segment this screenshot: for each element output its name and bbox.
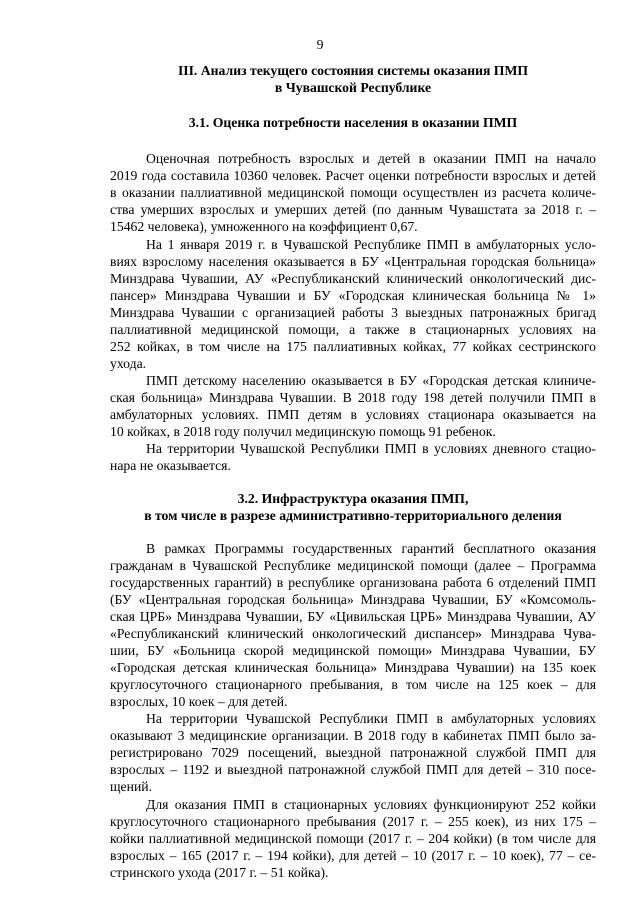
paragraph-line: щений. [110, 779, 153, 794]
paragraph-line: 10 койках, в 2018 году получил медицинскую помощь 91 ребенок. [110, 424, 496, 439]
section-3-heading [110, 62, 596, 96]
paragraph-line: Минздрава Чувашии, АУ «Республиканский клинический онкологический дис- [110, 271, 596, 286]
paragraph-line: государственных гарантий) в республике организована работа 6 отделений ПМП [110, 575, 596, 590]
heading-line: в том числе в разрезе административно-территориального деления [144, 508, 562, 523]
paragraph-child-care [110, 372, 596, 440]
paragraph-line: койки паллиативной медицинской помощи (2017 г. – 204 койки) (в том числе для [110, 831, 596, 846]
paragraph-line: оказывают 3 медицинские организации. В 2018 году в кабинетах ПМП было за- [110, 728, 596, 743]
paragraph-line: амбулаторных условиях. ПМП детям в условиях стационара оказывается на [110, 407, 596, 422]
subsection-3-1-heading [110, 114, 596, 131]
page-number: 9 [316, 37, 324, 52]
paragraph-line: стринского ухода (2017 г. – 51 койка). [110, 865, 329, 880]
paragraph-line: паллиативной медицинской помощи, а также в стационарных условиях на [110, 322, 596, 337]
paragraph-line: Оценочная потребность взрослых и детей в оказании ПМП на начало [146, 151, 596, 166]
paragraph-line: На территории Чувашской Республики ПМП в амбулаторных условиях [146, 711, 596, 726]
paragraph-line: виях взрослому населения оказывается в БУ «Центральная городская больница» [110, 254, 596, 269]
heading-line: III. Анализ текущего состояния системы оказания ПМП [177, 63, 529, 78]
paragraph-line: ПМП детскому населению оказывается в БУ «Городская детская клиниче- [146, 373, 596, 388]
paragraph-outpatient [110, 710, 596, 795]
paragraph-line: ская ЦРБ» Минздрава Чувашии, БУ «Цивильская ЦРБ» Минздрава Чувашии, АУ [110, 609, 596, 624]
paragraph-line: взрослых, 10 коек – для детей. [110, 694, 288, 709]
paragraph-line: 252 койках, в том числе на 175 паллиативных койках, 77 койках сестринского [110, 339, 596, 354]
heading-line: 3.2. Инфраструктура оказания ПМП, [237, 491, 469, 506]
paragraph-line: пансер» Минздрава Чувашии и БУ «Городская клиническая больница № 1» [110, 288, 596, 303]
paragraph-line: «Республиканский клинический онкологический диспансер» Минздрава Чува- [110, 626, 596, 641]
paragraph-line: взрослых – 1192 и выездной патронажной службой ПМП для детей – 310 посе- [110, 762, 596, 777]
paragraph-line: На 1 января 2019 г. в Чувашской Республике ПМП в амбулаторных усло- [146, 237, 596, 252]
paragraph-infrastructure [110, 540, 596, 710]
paragraph-line: регистрировано 7029 посещений, выездной патронажной службой ПМП для [110, 745, 596, 760]
heading-line: 3.1. Оценка потребности населения в оказании ПМП [188, 115, 518, 130]
heading-line: в Чувашской Республике [274, 80, 432, 95]
paragraph-demand-estimate [110, 150, 596, 235]
paragraph-line: (БУ «Центральная городская больница» Минздрава Чувашии, БУ «Комсомоль- [110, 592, 596, 607]
paragraph-line: «Городская детская клиническая больница» Минздрава Чувашии) на 135 коек [110, 660, 596, 675]
paragraph-line: Минздрава Чувашии с организацией работы 3 выездных патронажных бригад [110, 305, 596, 320]
paragraph-line: 15462 человека), умноженного на коэффициент 0,67. [110, 219, 418, 234]
paragraph-line: На территории Чувашской Республики ПМП в условиях дневного стацио- [146, 441, 596, 456]
paragraph-adult-care [110, 236, 596, 372]
paragraph-line: взрослых – 165 (2017 г. – 194 койки), для детей – 10 (2017 г. – 10 коек), 77 – се- [110, 848, 596, 863]
paragraph-day-hospital [110, 440, 596, 474]
paragraph-line: ухода. [110, 356, 147, 371]
paragraph-line: круглосуточного стационарного пребывания (2017 г. – 255 коек), из них 175 – [110, 814, 596, 829]
paragraph-line: в оказании паллиативной медицинской помощи осуществлен из расчета количе- [110, 185, 596, 200]
paragraph-line: В рамках Программы государственных гарантий бесплатного оказания [146, 541, 596, 556]
paragraph-line: гражданам в Чувашской Республике медицинской помощи (далее – Программа [110, 558, 596, 573]
paragraph-line: ства умерших взрослых и умерших детей (по данным Чувашстата за 2018 г. – [110, 202, 596, 217]
paragraph-line: нара не оказывается. [110, 458, 231, 473]
paragraph-inpatient-beds [110, 796, 596, 881]
subsection-3-2-heading [110, 490, 596, 524]
paragraph-line: 2019 года составила 10360 человек. Расчет оценки потребности взрослых и детей [110, 168, 596, 183]
paragraph-line: шии, БУ «Больница скорой медицинской помощи» Минздрава Чувашии, БУ [110, 643, 596, 658]
paragraph-line: круглосуточного стационарного пребывания, в том числе на 125 коек – для [110, 677, 596, 692]
paragraph-line: ская больница» Минздрава Чувашии. В 2018 году 198 детей получили ПМП в [110, 390, 596, 405]
paragraph-line: Для оказания ПМП в стационарных условиях функционируют 252 койки [146, 797, 596, 812]
